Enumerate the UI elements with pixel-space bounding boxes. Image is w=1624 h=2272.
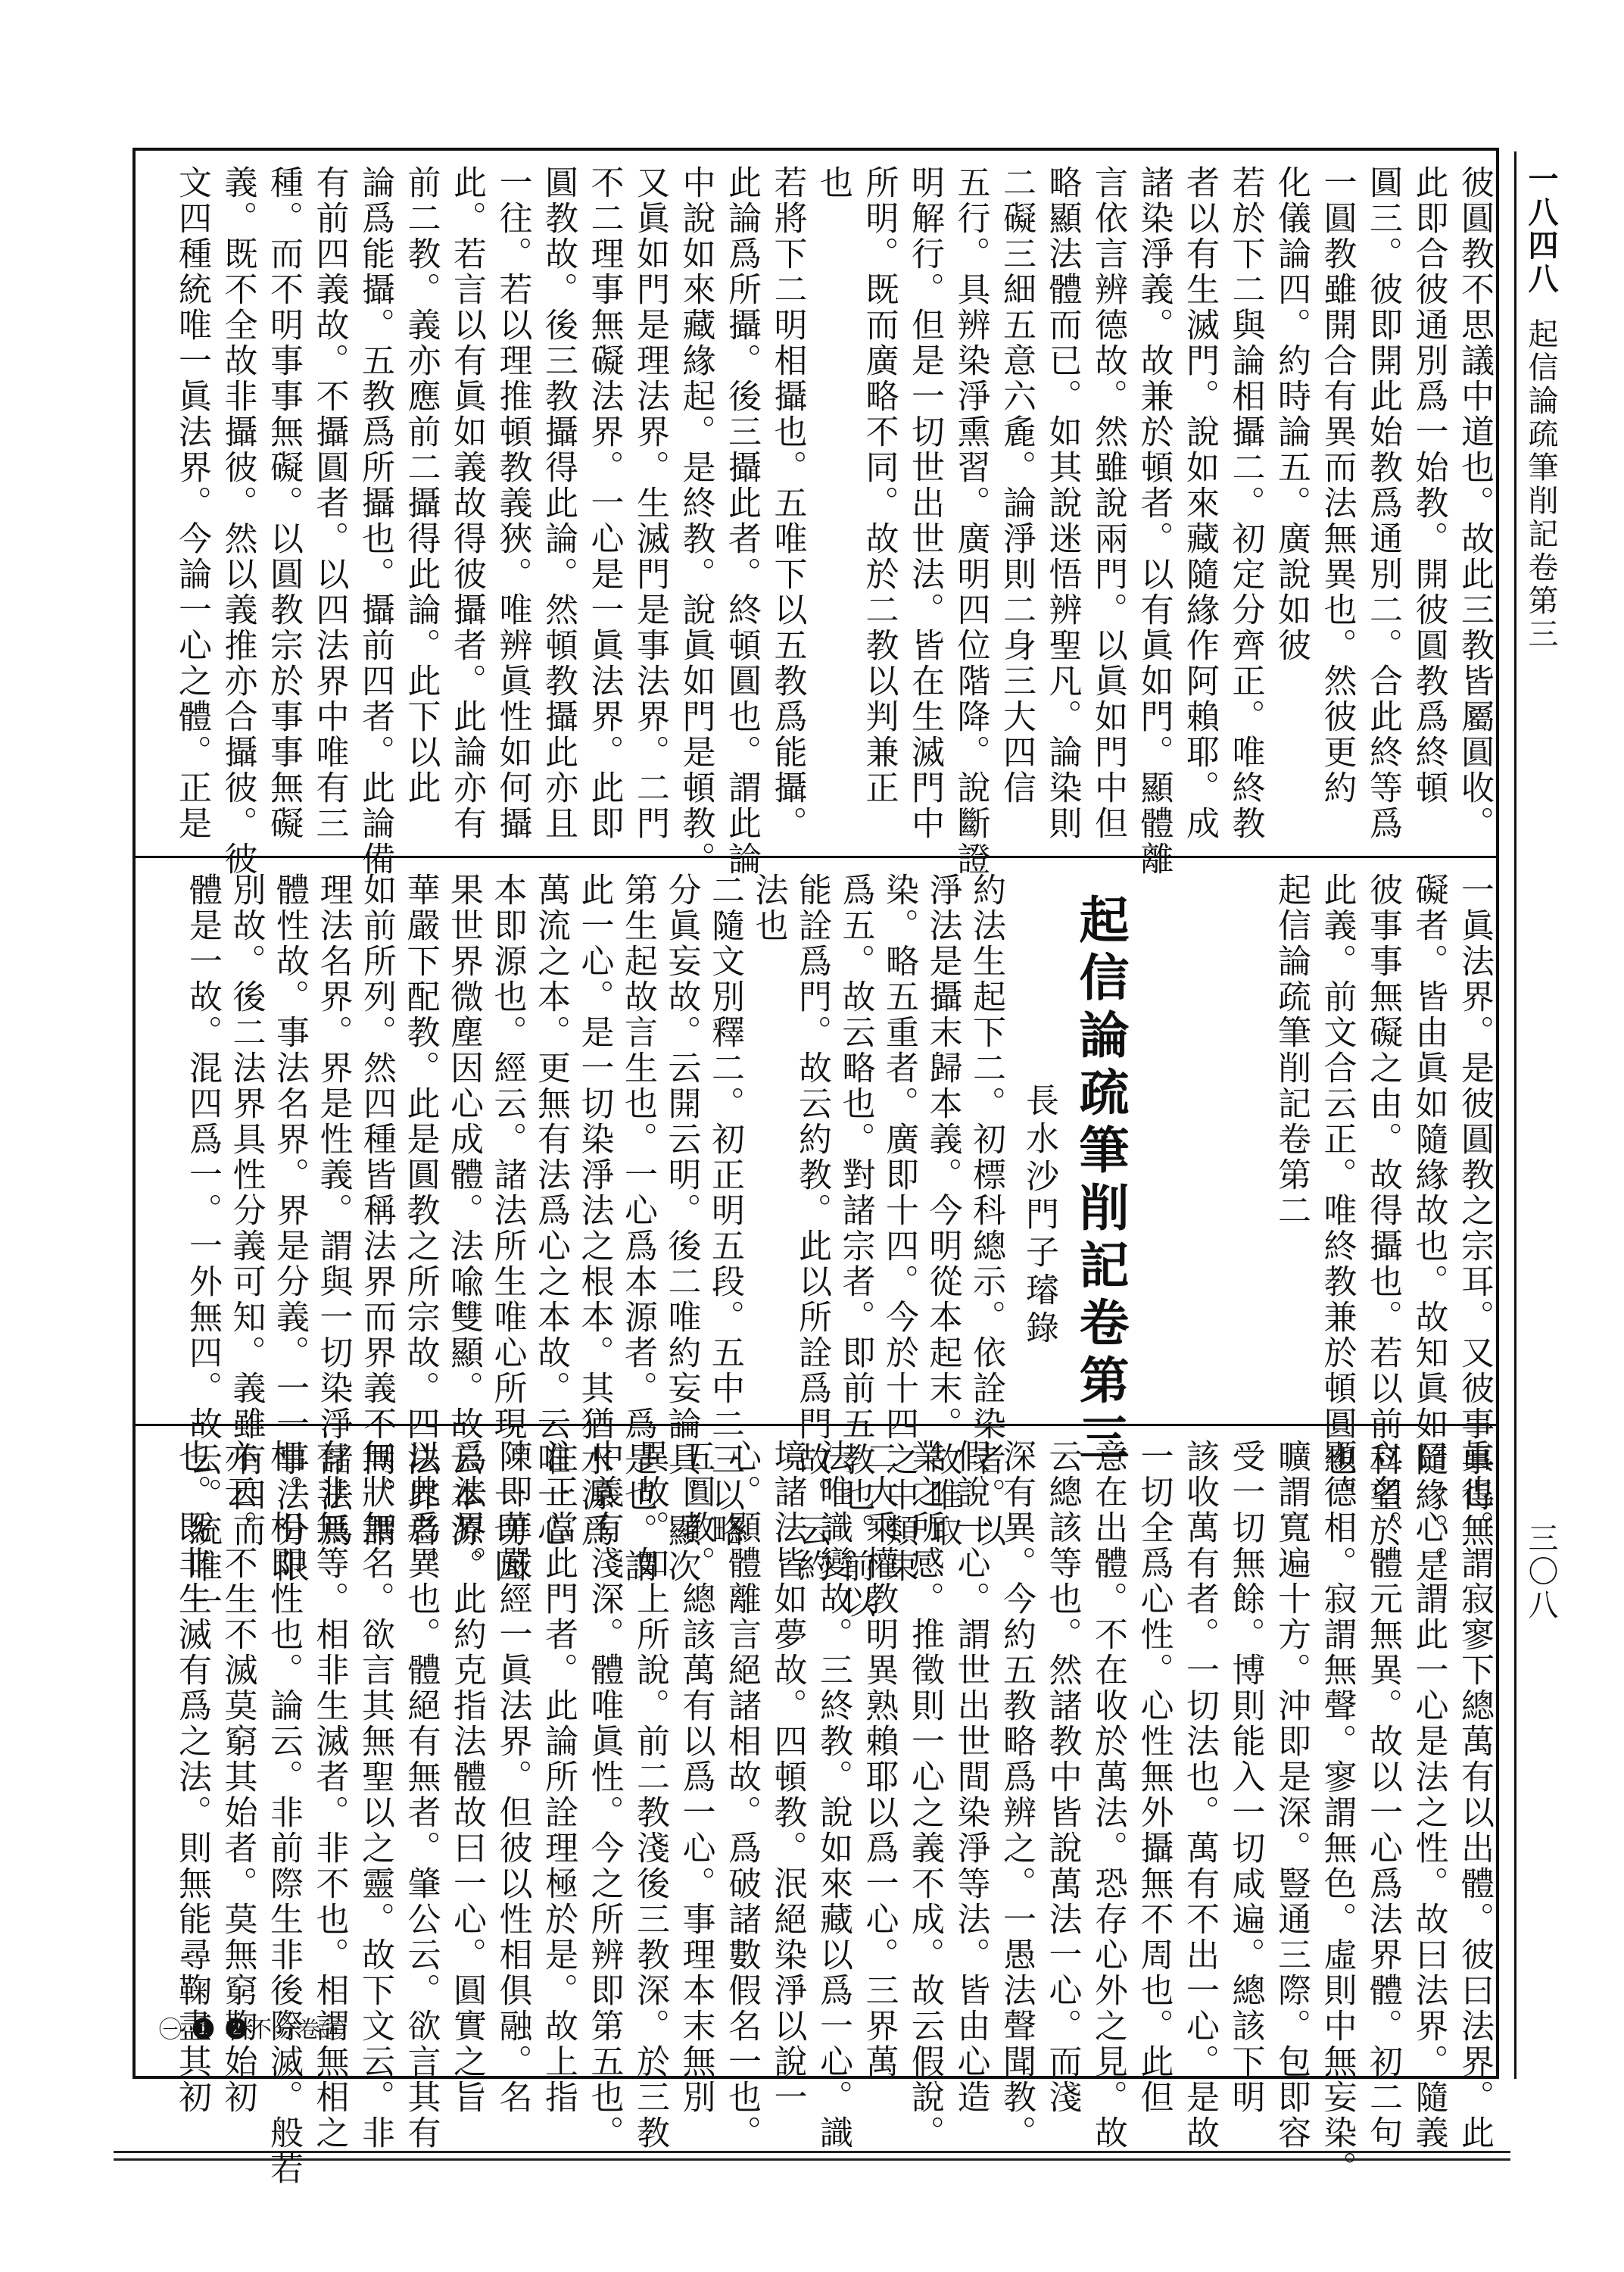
text-column: 礙者。皆由眞如隨緣故也。故知眞如隨緣。是 bbox=[1409, 872, 1448, 1584]
text-column: 立名。體元無異。故以一心爲法界體。初二句 bbox=[1364, 1439, 1402, 2151]
text-column: 二大乘權教明異熟賴耶以爲一心。三界萬 bbox=[859, 1439, 899, 2080]
text-column: 曠謂寬遍十方。沖即是深。豎通三際。包即容 bbox=[1272, 1439, 1311, 2151]
text-column: 境諸法皆如夢故。四頓教。泯絕染淨以說一 bbox=[768, 1439, 807, 2115]
text-column: 受一切無餘。博則能入一切咸遍。總該下明 bbox=[1226, 1439, 1265, 2115]
text-column: 本即源也。經云。諸法所生唯心所現。一切因 bbox=[488, 872, 527, 1584]
text-column: 如前所列。然四種皆稱法界而界義不同。謂 bbox=[357, 872, 396, 1549]
header-rule bbox=[1514, 151, 1516, 2079]
text-column: 體是一故。混四爲一。一外無四。故云。統唯一 bbox=[183, 872, 222, 1620]
text-column: 第生起故言生也。一心爲本源者。爲是也。謂 bbox=[619, 872, 657, 1584]
text-column: 二隨文別釋二。初正明五段。五中二三以略 bbox=[706, 872, 744, 1549]
text-column: 也 bbox=[814, 165, 853, 201]
text-column: 略顯法體而已。如其說迷悟辨聖凡。論染則 bbox=[1043, 165, 1082, 841]
text-column: 以此爲異也。體絕有無者。肇公云。欲言其有 bbox=[401, 1439, 441, 2151]
footnote: ㊀ ❶ ❷不分卷㊄ bbox=[159, 2017, 347, 2043]
text-column: 理法名界。界是性義。謂與一切染淨諸法爲 bbox=[313, 872, 353, 1549]
text-column: 前二教。義亦應前二攝得此論。此下以此 bbox=[401, 165, 441, 806]
text-column: 無狀無名。欲言其無聖以之靈。故下文云。非 bbox=[356, 1439, 394, 2151]
text-column: 中說如來藏緣起。是終教。說眞如門是頓教。 bbox=[676, 165, 715, 877]
text-column: 此一心。是一切染淨法之根本。其猶水源爲 bbox=[575, 872, 614, 1549]
text-column: 五圓教。總該萬有以爲一心。事理本末無別 bbox=[676, 1439, 715, 2115]
volume-title: 起信論疏筆削記卷第三 bbox=[1071, 894, 1130, 1469]
text-column: 該收萬有者。一切法也。萬有不出一心。是故 bbox=[1180, 1439, 1219, 2151]
text-column: 中義有淺深。體唯眞性。今之所辨即第五也。 bbox=[584, 1439, 624, 2151]
text-column: 彼事事無礙之由。故得攝也。若以前科望於 bbox=[1364, 872, 1402, 1549]
text-column: 一眞法界。是彼圓教之宗耳。又彼事事得無 bbox=[1455, 872, 1494, 1549]
text-column: 圓三。彼即開此始教爲通別二。合此終等爲 bbox=[1364, 165, 1402, 841]
text-column: 起信論疏筆削記卷第二 bbox=[1272, 872, 1311, 1228]
text-column: 此義。前文合云正。唯終教兼於頓圓也。 bbox=[1317, 872, 1357, 1513]
text-column: 義。既不全故非攝彼。然以義推亦合攝彼。彼 bbox=[218, 165, 257, 877]
text-column: 者以有生滅門。說如來藏隨緣作阿賴耶。成 bbox=[1180, 165, 1219, 841]
text-column: 五行。具辨染淨熏習。廣明四位階降。說斷證 bbox=[951, 165, 990, 877]
text-column: 圓教故。後三教攝得此論。然頓教攝此亦且 bbox=[539, 165, 578, 841]
text-column: 爲五。故云略也。對諸宗者。即前五教也。前以 bbox=[836, 872, 875, 1620]
text-column: 果世界微塵因心成體。法喩雙顯。故云本源。 bbox=[444, 872, 483, 1584]
text-column: 業之所感。推徵則一心之義不成。故云假說。 bbox=[906, 1439, 944, 2151]
text-column: 明解行。但是一切世出世法。皆在生滅門中 bbox=[906, 165, 944, 841]
text-column: 心。顯體離言絕諸相故。爲破諸數假名一也。 bbox=[722, 1439, 761, 2151]
text-column: 種。而不明事事無礙。以圓教宗於事事無礙 bbox=[264, 165, 303, 841]
text-column: 假說一心。謂世出世間染淨等法。皆由心造 bbox=[951, 1439, 990, 2115]
text-column: 約法生起下二。初標科總示。依詮染者。以 bbox=[967, 872, 1005, 1549]
text-column: 萬流之本。更無有法爲心之本故。云唯一心 bbox=[531, 872, 570, 1549]
text-column: 有前四義故。不攝圓者。以四法界中唯有三 bbox=[310, 165, 349, 841]
text-column: 法唯識變故。三終教。說如來藏以爲一心。識 bbox=[814, 1439, 853, 2151]
text-column: 曰一心。謂此一心是法之性。故曰法界。隨義 bbox=[1409, 1439, 1448, 2151]
text-column: 爲法界。此約克指法體故曰一心。圓實之旨 bbox=[447, 1439, 486, 2115]
text-column: 諸染淨義。故兼於頓者。以有眞如門。顯體離 bbox=[1134, 165, 1174, 877]
text-column: 化儀論四。約時論五。廣說如彼 bbox=[1272, 165, 1311, 663]
text-column: 注正當此門者。此論所詮理極於是。故上指 bbox=[539, 1439, 578, 2115]
text-column: 若於下二與論相攝二。初定分齊正。唯終教 bbox=[1226, 165, 1265, 841]
running-title: 起信論疏筆削記卷第三 bbox=[1523, 318, 1558, 651]
text-column: 亦云。不生不滅莫窮其始者。莫無窮鞠始初 bbox=[218, 1439, 257, 2115]
text-column: 文四種統唯一眞法界。今論一心之體。正是 bbox=[173, 165, 211, 841]
text-column: 淨法是攝末歸本義。今明從本起末。故唯取 bbox=[923, 872, 962, 1549]
text-column: 分眞妄故。云開云明。後二唯約妄論具。顯次 bbox=[662, 872, 701, 1584]
text-column: 華嚴下配教。此是圓教之所宗故。四法界者。 bbox=[401, 872, 440, 1584]
text-column: 彼圓教不思議中道也。故此三教皆屬圓收。 bbox=[1455, 165, 1494, 841]
section-divider-top bbox=[132, 856, 1499, 858]
text-column: 法也 bbox=[749, 872, 788, 944]
text-column: 一切全爲心性。心性無外攝無不周也。此但 bbox=[1134, 1439, 1174, 2115]
folio-number: 三〇八 bbox=[1523, 1522, 1558, 1622]
text-column: 所明。既而廣略不同。故於二教以判兼正 bbox=[859, 165, 899, 806]
text-column: 一圓教雖開合有異而法無異也。然彼更約 bbox=[1317, 165, 1357, 806]
text-column: 顯德相。寂謂無聲。寥謂無色。虛則中無妄染。 bbox=[1317, 1439, 1357, 2186]
text-column: 二礙三細五意六麁。論淨則二身三大四信 bbox=[997, 165, 1036, 806]
text-column: 深有異。今約五教略爲辨之。一愚法聲聞教。 bbox=[997, 1439, 1036, 2151]
text-column: 言依言辨德故。然雖說兩門。以眞如門中但 bbox=[1089, 165, 1127, 841]
text-column: 眞也。謂寂寥下總萬有以出體。彼曰法界。此 bbox=[1455, 1439, 1494, 2151]
text-column: 此即合彼通別爲一始教。開彼圓教爲終頓 bbox=[1409, 165, 1448, 806]
text-column: 異故。如上所說。前二教淺後三教深。於三教 bbox=[631, 1439, 669, 2151]
text-column: 云總該等也。然諸教中皆說萬法一心。而淺 bbox=[1043, 1439, 1082, 2115]
text-column: 此論爲所攝。後三攝此者。終頓圓也。謂此論 bbox=[722, 165, 761, 877]
text-column: 不二理事無礙法界。一心是一眞法界。此即 bbox=[584, 165, 624, 841]
text-column: 陳即華嚴經一眞法界。但彼以性相俱融。名 bbox=[493, 1439, 532, 2115]
text-column: 論爲能攝。五教爲所攝也。攝前四者。此論備 bbox=[356, 165, 394, 877]
text-column: 別故。後二法界具性分義可知。義雖有四而 bbox=[226, 872, 266, 1549]
text-column: 相。相即性也。論云。非前際生非後際滅。般若 bbox=[264, 1439, 303, 2186]
text-column: 若將下二明相攝也。五唯下以五教爲能攝。 bbox=[768, 165, 807, 841]
text-column: 又眞如門是理法界。生滅門是事法界。二門 bbox=[631, 165, 669, 841]
page-number: 一八四八 bbox=[1523, 163, 1559, 296]
text-column: 此。若言以有眞如義故得彼攝者。此論亦有 bbox=[447, 165, 486, 841]
text-column: 能詮爲門。故云約教。此以所詮爲門故。云約 bbox=[793, 872, 831, 1584]
text-column: 染。略五重者。廣即十四。今於十四之中類束 bbox=[880, 872, 918, 1584]
text-column: 有非無等。相非生滅者。非不也。相謂無相之 bbox=[310, 1439, 349, 2151]
text-column: 也。既非生滅有爲之法。則無能尋鞠盡其初 bbox=[173, 1439, 211, 2115]
bottom-rule-1 bbox=[114, 2151, 1510, 2153]
text-column: 體性故。事法名界。界是分義。一一事法分限 bbox=[270, 872, 309, 1584]
text-column: 意在出體。不在收於萬法。恐存心外之見。故 bbox=[1089, 1439, 1127, 2151]
text-column: 一往。若以理推頓教義狹。唯辨眞性如何攝 bbox=[493, 165, 532, 841]
bottom-rule-2 bbox=[114, 2158, 1510, 2161]
author-byline: 長水沙門子璿錄 bbox=[1020, 1083, 1058, 1348]
